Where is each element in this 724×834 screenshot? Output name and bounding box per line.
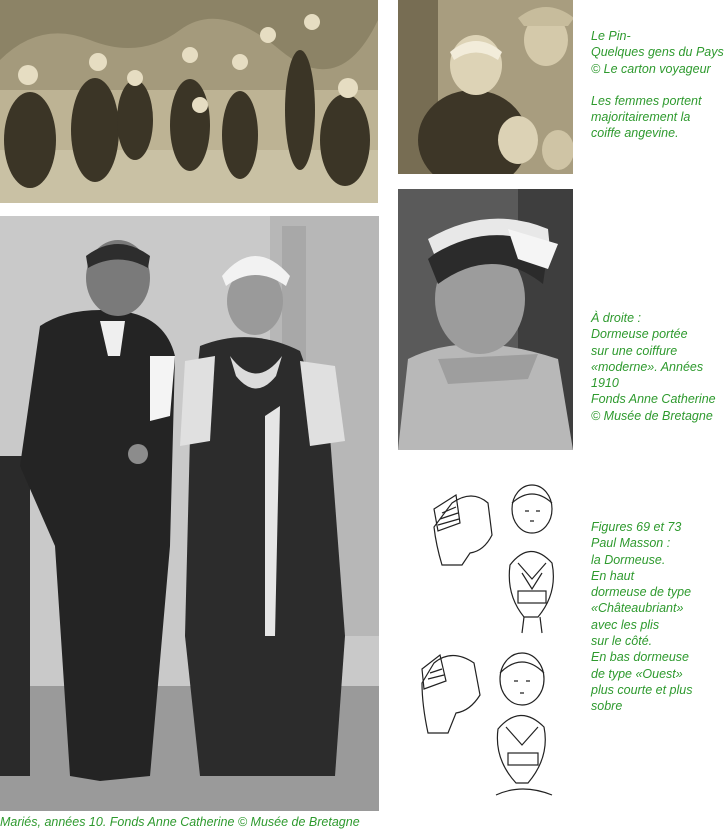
- caption-line: majoritairement la: [591, 110, 691, 125]
- caption-line: avec les plis: [591, 617, 660, 632]
- caption-line: À droite :: [591, 311, 642, 325]
- caption-line: Figures 69 et 73: [591, 520, 682, 534]
- caption-line: Les femmes portent: [591, 93, 702, 108]
- wedding-photo: [0, 216, 379, 811]
- caption-line: «Châteaubriant»: [591, 601, 684, 616]
- caption-line: Paul Masson :: [591, 536, 671, 551]
- group-photo: [0, 0, 378, 203]
- caption-line: la Dormeuse.: [591, 552, 666, 567]
- caption-line: dormeuse de type: [591, 585, 692, 600]
- figures-caption: [591, 519, 692, 715]
- caption-line: plus courte et plus: [591, 682, 693, 697]
- dormeuse-caption: [591, 310, 716, 424]
- caption-line: En bas dormeuse: [591, 650, 689, 665]
- caption-line: Fonds Anne Catherine: [591, 392, 716, 407]
- caption-line: sur une coiffure: [591, 343, 678, 358]
- group-photo-caption: [591, 28, 724, 142]
- caption-line: Le Pin-: [591, 29, 631, 43]
- caption-line: © Le carton voyageur: [591, 61, 711, 76]
- wedding-caption: Mariés, années 10. Fonds Anne Catherine © Musée de Bretagne: [0, 815, 360, 829]
- caption-line: Dormeuse portée: [591, 327, 688, 342]
- caption-line: sobre: [591, 699, 623, 714]
- caption-line: © Musée de Bretagne: [591, 408, 713, 423]
- caption-line: coiffe angevine.: [591, 126, 679, 141]
- coiffe-drawings: [412, 483, 572, 805]
- caption-line: sur le côté.: [591, 634, 653, 649]
- closeup-photo: [398, 0, 573, 174]
- caption-line: 1910: [591, 376, 619, 391]
- caption-line: Quelques gens du Pays: [591, 45, 724, 60]
- dormeuse-photo: [398, 189, 573, 450]
- caption-line: En haut: [591, 568, 635, 583]
- caption-line: «moderne». Années: [591, 359, 704, 374]
- caption-line: de type «Ouest»: [591, 666, 683, 681]
